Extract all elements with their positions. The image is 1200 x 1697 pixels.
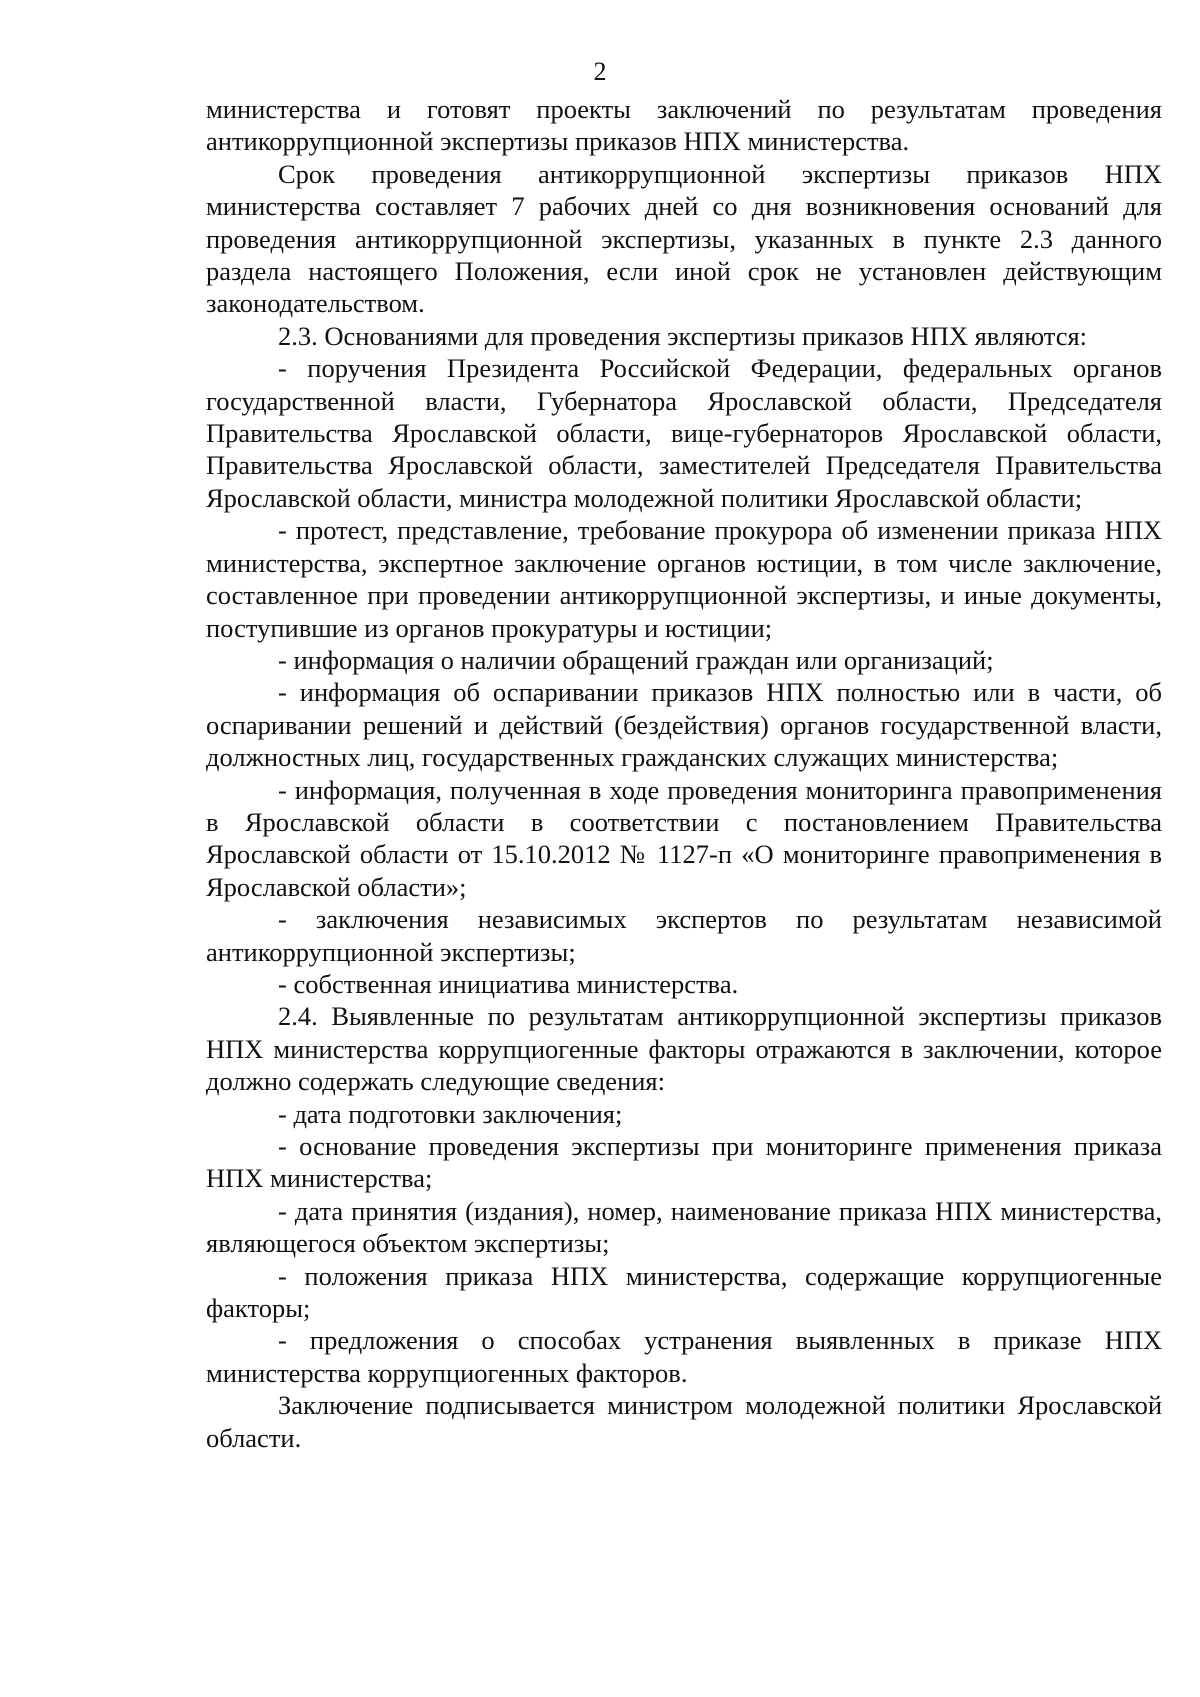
list-item-protest: - протест, представление, требование прокурора об изменении приказа НПХ министерства, экспертное заключение органов юстиции, в том числе заключение, составленное при проведении антикоррупционной экспертизы, и иные документы, поступившие из органов прокуратуры и юстиции; bbox=[206, 515, 1162, 643]
list-item-instructions: - поручения Президента Российской Федерации, федеральных органов государственной власти, Губернатора Ярославской области, Председателя Правительства Ярославской области, вице-губернаторов Ярославской области, Правительства Ярославской области, заместителей Председателя Правительства Ярославской области, министра молодежной политики Ярославской области; bbox=[206, 353, 1162, 513]
list-item-proposals: - предложения о способах устранения выявленных в приказе НПХ министерства коррупциогенных факторов. bbox=[206, 1325, 1162, 1388]
list-item-provisions: - положения приказа НПХ министерства, содержащие коррупциогенные факторы; bbox=[206, 1260, 1162, 1324]
paragraph-signature: Заключение подписывается министром молодежной политики Ярославской области. bbox=[206, 1390, 1162, 1453]
document-body bbox=[206, 93, 1162, 1454]
list-item-monitoring: - информация, полученная в ходе проведения мониторинга правоприменения в Ярославской области в соответствии с постановлением Правительства Ярославской области от 15.10.2012 № 1127-п «О мониторинге правоприменения в Ярославской области»; bbox=[206, 774, 1162, 902]
page-number: 2 bbox=[593, 57, 607, 86]
paragraph-continuation: министерства и готовят проекты заключений по результатам проведения антикоррупционной экспертизы приказов НПХ министерства. bbox=[206, 94, 1162, 157]
list-item-basis: - основание проведения экспертизы при мониторинге применения приказа НПХ министерства; bbox=[206, 1131, 1162, 1194]
list-item-citizen-appeals: - информация о наличии обращений граждан или организаций; bbox=[278, 644, 994, 675]
paragraph-section-2-4: 2.4. Выявленные по результатам антикоррупционной экспертизы приказов НПХ министерства коррупциогенные факторы отражаются в заключении, которое должно содержать следующие сведения: bbox=[206, 1001, 1162, 1097]
paragraph-section-2-3: 2.3. Основаниями для проведения экспертизы приказов НПХ являются: bbox=[278, 320, 1088, 351]
list-item-order-details: - дата принятия (издания), номер, наименование приказа НПХ министерства, являющегося объектом экспертизы; bbox=[206, 1195, 1162, 1259]
list-item-own-initiative: - собственная инициатива министерства. bbox=[278, 968, 739, 999]
list-item-date: - дата подготовки заключения; bbox=[278, 1098, 623, 1129]
list-item-independent-experts: - заключения независимых экспертов по результатам независимой антикоррупционной экспертизы; bbox=[206, 904, 1162, 967]
paragraph-deadline: Срок проведения антикоррупционной экспертизы приказов НПХ министерства составляет 7 рабочих дней со дня возникновения оснований для проведения антикоррупционной экспертизы, указанных в пункте 2.3 данного раздела настоящего Положения, если иной срок не установлен действующим законодательством. bbox=[206, 158, 1162, 319]
list-item-disputes: - информация об оспаривании приказов НПХ полностью или в части, об оспаривании решений и действий (бездействия) органов государственной власти, должностных лиц, государственных гражданских служащих министерства; bbox=[206, 677, 1162, 773]
